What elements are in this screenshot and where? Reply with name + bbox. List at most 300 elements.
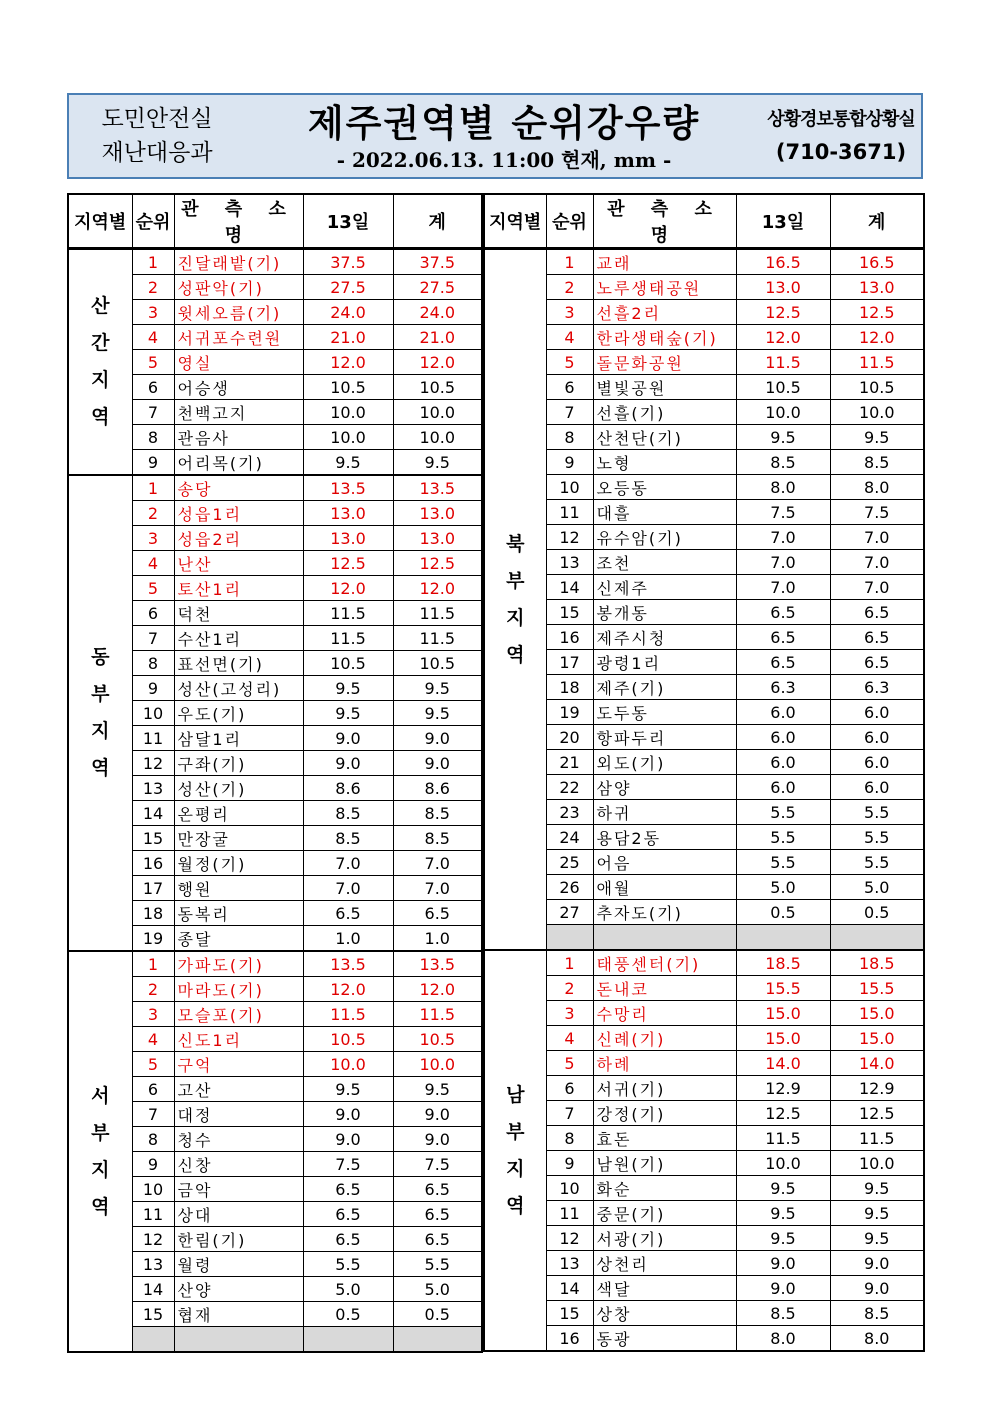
day-rainfall: 8.6 xyxy=(303,776,393,801)
day-rainfall: 9.5 xyxy=(736,1226,830,1251)
col-station: 관 측 소 명 xyxy=(174,194,303,249)
total-rainfall: 12.5 xyxy=(830,300,924,325)
day-rainfall: 15.0 xyxy=(736,1026,830,1051)
region-name: 동 부 지 역 xyxy=(68,475,132,951)
day-rainfall: 13.0 xyxy=(736,275,830,300)
rank-cell: 5 xyxy=(546,350,593,375)
day-rainfall: 14.0 xyxy=(736,1051,830,1076)
station-name: 성산(고성리) xyxy=(174,676,303,701)
table-row xyxy=(484,500,924,525)
rank-cell: 12 xyxy=(546,525,593,550)
total-rainfall xyxy=(393,1327,482,1353)
table-row xyxy=(484,800,924,825)
total-rainfall: 7.0 xyxy=(830,525,924,550)
total-rainfall: 9.5 xyxy=(393,676,482,701)
station-name: 서귀포수련원 xyxy=(174,325,303,350)
col-day: 13일 xyxy=(736,194,830,249)
total-rainfall: 6.0 xyxy=(830,725,924,750)
total-rainfall: 15.0 xyxy=(830,1026,924,1051)
total-rainfall: 11.5 xyxy=(393,626,482,651)
total-rainfall: 10.5 xyxy=(393,375,482,400)
station-name: 진달래밭(기) xyxy=(174,249,303,275)
rank-cell: 14 xyxy=(132,1277,174,1302)
table-row xyxy=(484,1176,924,1201)
day-rainfall: 6.0 xyxy=(736,775,830,800)
total-rainfall: 8.5 xyxy=(830,450,924,475)
table-header-row xyxy=(484,194,924,249)
station-name: 영실 xyxy=(174,350,303,375)
total-rainfall: 9.5 xyxy=(830,425,924,450)
rank-cell: 1 xyxy=(546,249,593,275)
total-rainfall: 8.0 xyxy=(830,1326,924,1352)
rank-cell: 3 xyxy=(132,1002,174,1027)
station-name: 난산 xyxy=(174,551,303,576)
day-rainfall: 1.0 xyxy=(303,926,393,952)
day-rainfall: 6.5 xyxy=(303,901,393,926)
station-name: 종달 xyxy=(174,926,303,952)
total-rainfall: 24.0 xyxy=(393,300,482,325)
total-rainfall: 8.5 xyxy=(393,801,482,826)
station-name: 성판악(기) xyxy=(174,275,303,300)
station-name: 봉개동 xyxy=(593,600,736,625)
table-row xyxy=(484,825,924,850)
total-rainfall: 13.0 xyxy=(830,275,924,300)
total-rainfall: 9.5 xyxy=(830,1226,924,1251)
rank-cell: 9 xyxy=(132,676,174,701)
total-rainfall: 9.0 xyxy=(830,1251,924,1276)
day-rainfall: 5.5 xyxy=(303,1252,393,1277)
day-rainfall: 8.5 xyxy=(303,826,393,851)
rank-cell: 11 xyxy=(546,500,593,525)
total-rainfall: 9.0 xyxy=(393,1102,482,1127)
day-rainfall xyxy=(303,1327,393,1353)
total-rainfall: 0.5 xyxy=(393,1302,482,1327)
table-row xyxy=(484,950,924,976)
total-rainfall: 8.0 xyxy=(830,475,924,500)
total-rainfall: 12.0 xyxy=(393,350,482,375)
station-name: 제주(기) xyxy=(593,675,736,700)
total-rainfall: 6.3 xyxy=(830,675,924,700)
rank-cell: 2 xyxy=(546,976,593,1001)
rank-cell: 27 xyxy=(546,900,593,925)
station-name: 성읍1리 xyxy=(174,501,303,526)
day-rainfall: 7.5 xyxy=(303,1152,393,1177)
station-name: 용담2동 xyxy=(593,825,736,850)
total-rainfall: 9.0 xyxy=(393,726,482,751)
rank-cell: 3 xyxy=(546,1001,593,1026)
station-name: 효돈 xyxy=(593,1126,736,1151)
station-name: 어리목(기) xyxy=(174,450,303,476)
station-name: 산천단(기) xyxy=(593,425,736,450)
rank-cell: 2 xyxy=(132,275,174,300)
rank-cell: 10 xyxy=(132,701,174,726)
station-name xyxy=(593,925,736,951)
total-rainfall: 12.0 xyxy=(393,977,482,1002)
rank-cell: 9 xyxy=(546,450,593,475)
day-rainfall: 0.5 xyxy=(736,900,830,925)
col-region: 지역별 xyxy=(484,194,546,249)
rank-cell: 14 xyxy=(546,1276,593,1301)
rank-cell: 1 xyxy=(132,951,174,977)
total-rainfall: 8.5 xyxy=(393,826,482,851)
day-rainfall: 9.0 xyxy=(303,1127,393,1152)
table-row xyxy=(484,1251,924,1276)
rank-cell: 19 xyxy=(132,926,174,952)
day-rainfall: 12.5 xyxy=(736,1101,830,1126)
station-name: 추자도(기) xyxy=(593,900,736,925)
table-row xyxy=(484,1051,924,1076)
rank-cell: 2 xyxy=(132,501,174,526)
rank-cell: 5 xyxy=(546,1051,593,1076)
table-row xyxy=(484,400,924,425)
office-phone: (710-3671) xyxy=(775,140,907,164)
total-rainfall: 9.0 xyxy=(393,751,482,776)
day-rainfall: 37.5 xyxy=(303,249,393,275)
day-rainfall: 12.0 xyxy=(303,576,393,601)
table-row xyxy=(484,1301,924,1326)
table-row xyxy=(484,1076,924,1101)
day-rainfall: 7.0 xyxy=(736,575,830,600)
day-rainfall: 13.5 xyxy=(303,951,393,977)
office-name: 상황경보통합상황실 xyxy=(767,109,915,130)
table-row xyxy=(484,275,924,300)
rank-cell: 17 xyxy=(546,650,593,675)
day-rainfall: 5.5 xyxy=(736,800,830,825)
total-rainfall: 6.0 xyxy=(830,775,924,800)
day-rainfall: 6.5 xyxy=(303,1227,393,1252)
table-row xyxy=(484,300,924,325)
day-rainfall: 6.0 xyxy=(736,725,830,750)
station-name: 모슬포(기) xyxy=(174,1002,303,1027)
total-rainfall: 7.5 xyxy=(830,500,924,525)
total-rainfall: 13.5 xyxy=(393,475,482,501)
total-rainfall: 9.5 xyxy=(830,1176,924,1201)
table-row xyxy=(484,1001,924,1026)
table-row xyxy=(68,249,482,275)
table-row xyxy=(484,425,924,450)
total-rainfall: 15.0 xyxy=(830,1001,924,1026)
rank-cell: 14 xyxy=(546,575,593,600)
total-rainfall: 10.5 xyxy=(393,651,482,676)
total-rainfall: 9.5 xyxy=(830,1201,924,1226)
total-rainfall: 6.5 xyxy=(393,1227,482,1252)
station-name: 하귀 xyxy=(593,800,736,825)
station-name: 어음 xyxy=(593,850,736,875)
station-name: 선흘2리 xyxy=(593,300,736,325)
total-rainfall: 6.5 xyxy=(830,650,924,675)
table-row xyxy=(484,450,924,475)
station-name: 외도(기) xyxy=(593,750,736,775)
table-row xyxy=(484,249,924,275)
day-rainfall: 8.5 xyxy=(303,801,393,826)
station-name: 남원(기) xyxy=(593,1151,736,1176)
station-name: 천백고지 xyxy=(174,400,303,425)
station-name: 상천리 xyxy=(593,1251,736,1276)
table-row xyxy=(484,976,924,1001)
total-rainfall: 10.5 xyxy=(393,1027,482,1052)
day-rainfall: 24.0 xyxy=(303,300,393,325)
station-name: 서귀(기) xyxy=(593,1076,736,1101)
rank-cell: 3 xyxy=(132,300,174,325)
station-name: 구좌(기) xyxy=(174,751,303,776)
rank-cell: 9 xyxy=(132,450,174,476)
station-name: 수산1리 xyxy=(174,626,303,651)
total-rainfall: 12.0 xyxy=(393,576,482,601)
col-total: 계 xyxy=(393,194,482,249)
rank-cell xyxy=(546,925,593,951)
table-row xyxy=(68,475,482,501)
day-rainfall: 21.0 xyxy=(303,325,393,350)
day-rainfall: 11.5 xyxy=(303,626,393,651)
station-name: 온평리 xyxy=(174,801,303,826)
day-rainfall: 9.0 xyxy=(303,1102,393,1127)
day-rainfall: 7.0 xyxy=(736,525,830,550)
rank-cell: 12 xyxy=(132,1227,174,1252)
day-rainfall: 5.0 xyxy=(736,875,830,900)
rank-cell: 16 xyxy=(132,851,174,876)
day-rainfall: 9.0 xyxy=(303,751,393,776)
table-row xyxy=(484,1201,924,1226)
table-row xyxy=(484,575,924,600)
rainfall-table-right xyxy=(483,193,925,1352)
day-rainfall: 11.5 xyxy=(303,1002,393,1027)
total-rainfall: 21.0 xyxy=(393,325,482,350)
station-name: 돌문화공원 xyxy=(593,350,736,375)
total-rainfall: 9.5 xyxy=(393,701,482,726)
station-name: 협재 xyxy=(174,1302,303,1327)
day-rainfall: 7.0 xyxy=(736,550,830,575)
station-name: 삼달1리 xyxy=(174,726,303,751)
total-rainfall: 6.5 xyxy=(830,600,924,625)
rank-cell: 1 xyxy=(546,950,593,976)
station-name: 서광(기) xyxy=(593,1226,736,1251)
rank-cell xyxy=(132,1327,174,1353)
day-rainfall: 6.5 xyxy=(736,650,830,675)
rank-cell: 6 xyxy=(132,375,174,400)
report-header xyxy=(67,93,923,179)
total-rainfall: 5.5 xyxy=(393,1252,482,1277)
total-rainfall: 7.0 xyxy=(393,851,482,876)
station-name: 표선면(기) xyxy=(174,651,303,676)
total-rainfall: 9.0 xyxy=(830,1276,924,1301)
total-rainfall: 9.5 xyxy=(393,1077,482,1102)
total-rainfall: 10.0 xyxy=(830,400,924,425)
rank-cell: 13 xyxy=(132,1252,174,1277)
total-rainfall: 11.5 xyxy=(393,1002,482,1027)
rank-cell: 7 xyxy=(546,400,593,425)
rank-cell: 1 xyxy=(132,475,174,501)
station-name: 노형 xyxy=(593,450,736,475)
station-name: 노루생태공원 xyxy=(593,275,736,300)
station-name: 덕천 xyxy=(174,601,303,626)
rank-cell: 16 xyxy=(546,625,593,650)
rank-cell: 10 xyxy=(132,1177,174,1202)
total-rainfall: 10.0 xyxy=(393,1052,482,1077)
total-rainfall: 7.0 xyxy=(393,876,482,901)
station-name: 금악 xyxy=(174,1177,303,1202)
day-rainfall: 6.5 xyxy=(303,1177,393,1202)
total-rainfall: 8.5 xyxy=(830,1301,924,1326)
station-name: 대정 xyxy=(174,1102,303,1127)
station-name: 가파도(기) xyxy=(174,951,303,977)
day-rainfall: 10.0 xyxy=(303,1052,393,1077)
rank-cell: 25 xyxy=(546,850,593,875)
day-rainfall: 10.0 xyxy=(303,425,393,450)
table-row xyxy=(68,951,482,977)
station-name: 행원 xyxy=(174,876,303,901)
total-rainfall: 14.0 xyxy=(830,1051,924,1076)
station-name: 강정(기) xyxy=(593,1101,736,1126)
day-rainfall: 12.5 xyxy=(303,551,393,576)
total-rainfall: 5.5 xyxy=(830,800,924,825)
total-rainfall: 7.5 xyxy=(393,1152,482,1177)
total-rainfall: 37.5 xyxy=(393,249,482,275)
day-rainfall: 10.5 xyxy=(303,651,393,676)
rank-cell: 12 xyxy=(546,1226,593,1251)
station-name: 돈내코 xyxy=(593,976,736,1001)
rank-cell: 11 xyxy=(132,1202,174,1227)
table-row xyxy=(484,850,924,875)
table-row xyxy=(484,625,924,650)
rank-cell: 3 xyxy=(132,526,174,551)
total-rainfall: 10.5 xyxy=(830,375,924,400)
day-rainfall: 7.5 xyxy=(736,500,830,525)
col-station: 관 측 소 명 xyxy=(593,194,736,249)
total-rainfall: 8.6 xyxy=(393,776,482,801)
station-name: 도두동 xyxy=(593,700,736,725)
rank-cell: 16 xyxy=(546,1326,593,1352)
total-rainfall: 12.0 xyxy=(830,325,924,350)
day-rainfall: 5.0 xyxy=(303,1277,393,1302)
station-name: 신도1리 xyxy=(174,1027,303,1052)
station-name: 구억 xyxy=(174,1052,303,1077)
table-row xyxy=(484,1326,924,1352)
total-rainfall: 5.5 xyxy=(830,850,924,875)
rank-cell: 5 xyxy=(132,1052,174,1077)
total-rainfall: 27.5 xyxy=(393,275,482,300)
rank-cell: 1 xyxy=(132,249,174,275)
station-name: 신창 xyxy=(174,1152,303,1177)
table-row xyxy=(484,1101,924,1126)
day-rainfall: 11.5 xyxy=(736,1126,830,1151)
table-row xyxy=(484,750,924,775)
table-row xyxy=(484,650,924,675)
station-name: 교래 xyxy=(593,249,736,275)
day-rainfall: 9.5 xyxy=(303,450,393,476)
total-rainfall: 9.0 xyxy=(393,1127,482,1152)
rank-cell: 2 xyxy=(132,977,174,1002)
station-name: 윗세오름(기) xyxy=(174,300,303,325)
total-rainfall: 15.5 xyxy=(830,976,924,1001)
total-rainfall: 12.5 xyxy=(830,1101,924,1126)
page-subtitle: - 2022.06.13. 11:00 현재, mm - xyxy=(336,148,672,172)
department-line-2: 재난대응과 xyxy=(101,140,213,166)
day-rainfall: 13.0 xyxy=(303,526,393,551)
station-name: 청수 xyxy=(174,1127,303,1152)
station-name: 신례(기) xyxy=(593,1026,736,1051)
day-rainfall: 10.5 xyxy=(736,375,830,400)
rank-cell: 4 xyxy=(546,325,593,350)
station-name: 태풍센터(기) xyxy=(593,950,736,976)
rank-cell: 5 xyxy=(132,576,174,601)
total-rainfall: 7.0 xyxy=(830,575,924,600)
day-rainfall: 9.5 xyxy=(303,676,393,701)
total-rainfall: 10.0 xyxy=(393,425,482,450)
station-name: 월령 xyxy=(174,1252,303,1277)
day-rainfall: 10.0 xyxy=(736,1151,830,1176)
rank-cell: 4 xyxy=(132,1027,174,1052)
table-row xyxy=(484,775,924,800)
total-rainfall: 11.5 xyxy=(830,1126,924,1151)
rank-cell: 17 xyxy=(132,876,174,901)
day-rainfall: 6.5 xyxy=(736,600,830,625)
table-row xyxy=(484,375,924,400)
total-rainfall: 1.0 xyxy=(393,926,482,952)
day-rainfall: 13.0 xyxy=(303,501,393,526)
rank-cell: 24 xyxy=(546,825,593,850)
rank-cell: 4 xyxy=(132,551,174,576)
table-row xyxy=(484,725,924,750)
region-name: 산 간 지 역 xyxy=(68,249,132,476)
station-name: 삼양 xyxy=(593,775,736,800)
rank-cell: 5 xyxy=(132,350,174,375)
col-day: 13일 xyxy=(303,194,393,249)
day-rainfall: 8.0 xyxy=(736,475,830,500)
station-name: 월정(기) xyxy=(174,851,303,876)
day-rainfall: 12.9 xyxy=(736,1076,830,1101)
rank-cell: 13 xyxy=(132,776,174,801)
rank-cell: 6 xyxy=(132,1077,174,1102)
table-row xyxy=(484,1226,924,1251)
day-rainfall: 10.5 xyxy=(303,1027,393,1052)
rank-cell: 9 xyxy=(132,1152,174,1177)
table-row xyxy=(484,1026,924,1051)
total-rainfall: 10.0 xyxy=(830,1151,924,1176)
total-rainfall: 11.5 xyxy=(393,601,482,626)
day-rainfall: 15.5 xyxy=(736,976,830,1001)
title-block xyxy=(245,95,763,177)
station-name: 성읍2리 xyxy=(174,526,303,551)
total-rainfall xyxy=(830,925,924,951)
station-name: 상창 xyxy=(593,1301,736,1326)
station-name: 우도(기) xyxy=(174,701,303,726)
rainfall-table-left xyxy=(67,193,483,1353)
station-name: 중문(기) xyxy=(593,1201,736,1226)
total-rainfall: 9.5 xyxy=(393,450,482,476)
day-rainfall: 9.0 xyxy=(736,1251,830,1276)
station-name: 별빛공원 xyxy=(593,375,736,400)
rank-cell: 4 xyxy=(132,325,174,350)
total-rainfall: 6.5 xyxy=(830,625,924,650)
office-block xyxy=(761,95,921,177)
rank-cell: 26 xyxy=(546,875,593,900)
station-name: 관음사 xyxy=(174,425,303,450)
table-row xyxy=(484,350,924,375)
station-name: 한림(기) xyxy=(174,1227,303,1252)
rank-cell: 11 xyxy=(546,1201,593,1226)
rank-cell: 15 xyxy=(132,826,174,851)
rank-cell: 12 xyxy=(132,751,174,776)
day-rainfall: 9.5 xyxy=(303,1077,393,1102)
day-rainfall: 6.5 xyxy=(303,1202,393,1227)
day-rainfall: 27.5 xyxy=(303,275,393,300)
station-name: 조천 xyxy=(593,550,736,575)
col-rank: 순위 xyxy=(132,194,174,249)
day-rainfall: 9.0 xyxy=(303,726,393,751)
day-rainfall: 15.0 xyxy=(736,1001,830,1026)
table-row xyxy=(484,700,924,725)
rank-cell: 22 xyxy=(546,775,593,800)
